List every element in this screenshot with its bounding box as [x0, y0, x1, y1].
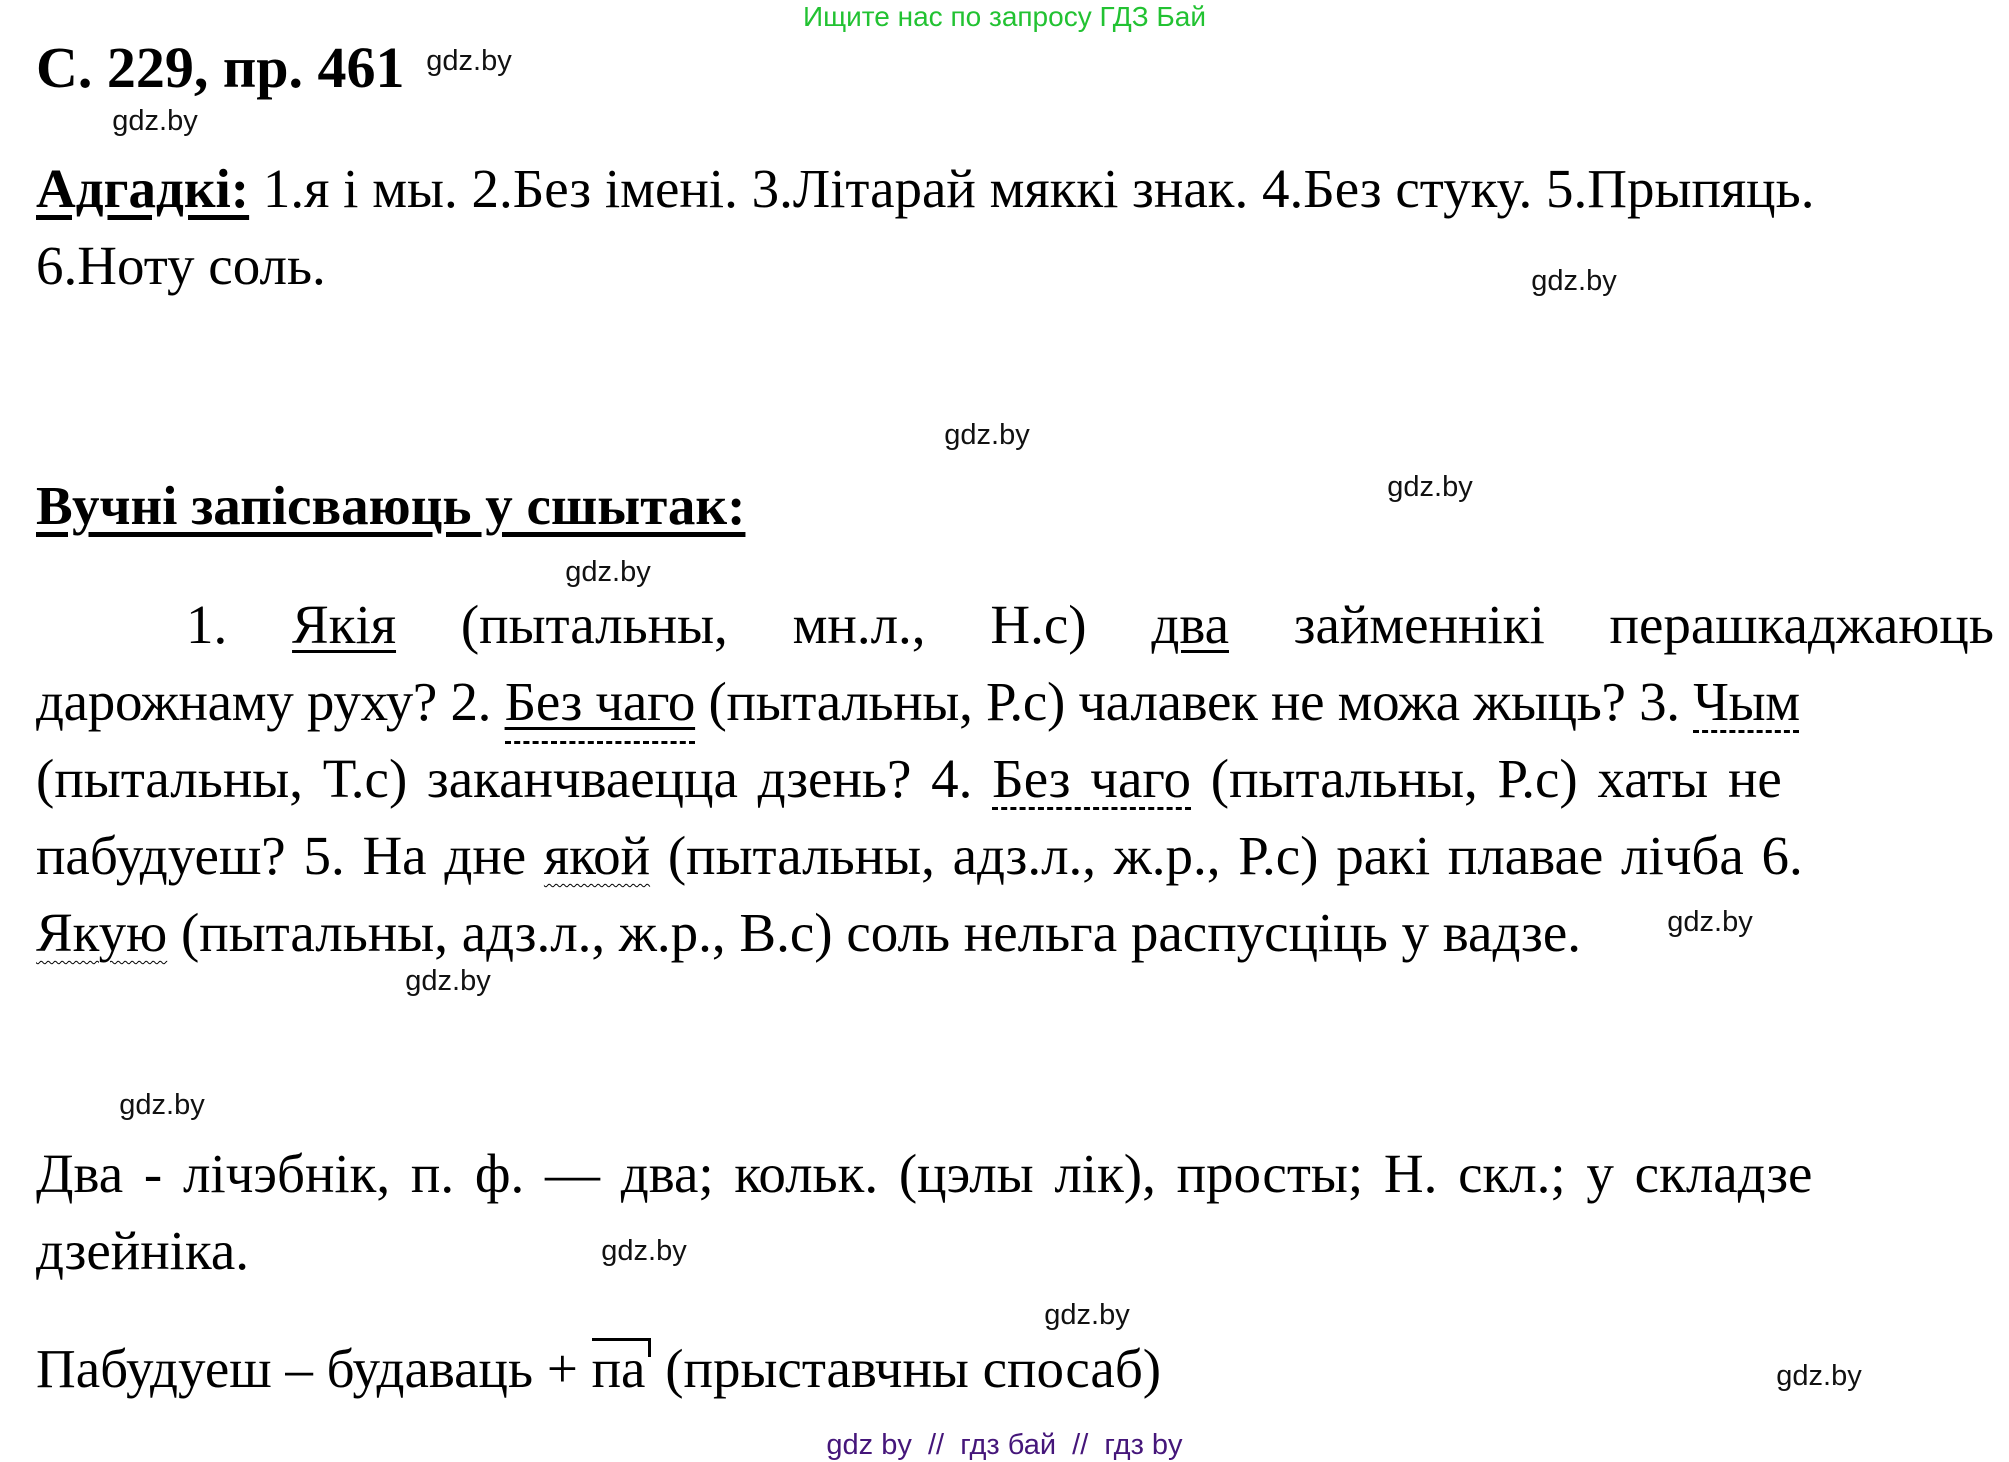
item-number: 1. [186, 594, 228, 655]
analysis-line-2: дзейніка. [36, 1220, 249, 1281]
pronoun-subject: Якія [292, 594, 397, 655]
notebook-heading: Вучні запісваюць у сшытак: [36, 475, 746, 536]
page-title: С. 229, пр. 461 [36, 35, 405, 100]
answers-text: 1.я і мы. 2.Без імені. 3.Літарай мяккі знак. 4.Без стуку. 5.Прыпяць. [262, 158, 1815, 219]
text-fragment: (пытальны, Т.с) заканчваецца дзень? 4. [36, 748, 993, 809]
paragraph-line-1 [36, 586, 1994, 663]
text-fragment: мн.л., [792, 594, 926, 655]
watermark: gdz.by [112, 105, 198, 137]
morphological-analysis [36, 1135, 1994, 1289]
paragraph-line-5 [36, 894, 1994, 971]
answers-line-2: 6.Ноту соль. [36, 235, 326, 296]
text-fragment: дарожнаму руху? 2. [36, 671, 505, 732]
text-fragment: (пытальны, адз.л., ж.р., Р.с) ракі плавае лічба 6. [650, 825, 1803, 886]
watermark: gdz.by [405, 965, 491, 997]
paragraph-line-2 [36, 663, 1994, 740]
paragraph-line-3 [36, 740, 1994, 817]
watermark: gdz.by [1667, 906, 1753, 938]
text-fragment: (пытальны, Р.с) чалавек не можа жыць? 3. [695, 671, 1694, 732]
pronoun-object: Без чаго [504, 671, 696, 732]
text-fragment: (пытальны, [460, 594, 728, 655]
footer-watermark: gdz by // гдз бай // гдз by [826, 1429, 1183, 1461]
watermark: gdz.by [944, 419, 1030, 451]
paragraph-line-4 [36, 817, 1994, 894]
numeral-subject: два [1151, 594, 1229, 655]
word-formation-line [36, 1330, 1994, 1407]
prefix-mark: па [592, 1338, 652, 1396]
text-fragment: (прыставчны спосаб) [651, 1338, 1162, 1399]
watermark: gdz.by [426, 45, 512, 77]
watermark: gdz.by [1044, 1299, 1130, 1331]
pronoun-object: Чым [1693, 671, 1800, 732]
watermark: gdz.by [565, 556, 651, 588]
exercise-paragraph [36, 586, 1994, 971]
text-fragment: (пытальны, Р.с) хаты не [1191, 748, 1782, 809]
watermark: gdz.by [1387, 471, 1473, 503]
notebook-section-heading-row [36, 467, 1994, 544]
answers-section [36, 150, 1994, 304]
watermark: gdz.by [1776, 1360, 1862, 1392]
search-banner: Ищите нас по запросу ГДЗ Бай [802, 1, 1207, 32]
word-formation [36, 1330, 1994, 1407]
watermark: gdz.by [601, 1235, 687, 1267]
text-fragment: перашкаджаюць [1609, 594, 1994, 655]
watermark: gdz.by [1531, 265, 1617, 297]
text-fragment: (пытальны, адз.л., ж.р., В.с) соль нельга распусціць у вадзе. [167, 902, 1581, 963]
text-fragment: займеннікі [1293, 594, 1545, 655]
text-fragment: Пабудуеш – будаваць + [36, 1338, 592, 1399]
analysis-line-1: Два - лічэбнік, п. ф. — два; кольк. (цэлы лік), просты; Н. скл.; у складзе [36, 1143, 1813, 1204]
pronoun-attribute: Якую [36, 902, 168, 963]
pronoun-attribute: якой [543, 825, 651, 886]
pronoun-object: Без чаго [992, 748, 1192, 809]
text-fragment: Н.с) [990, 594, 1087, 655]
answers-label: Адгадкі: [36, 158, 250, 219]
watermark: gdz.by [119, 1089, 205, 1121]
answers-line-1 [36, 150, 1994, 227]
text-fragment: пабудуеш? 5. На дне [36, 825, 544, 886]
